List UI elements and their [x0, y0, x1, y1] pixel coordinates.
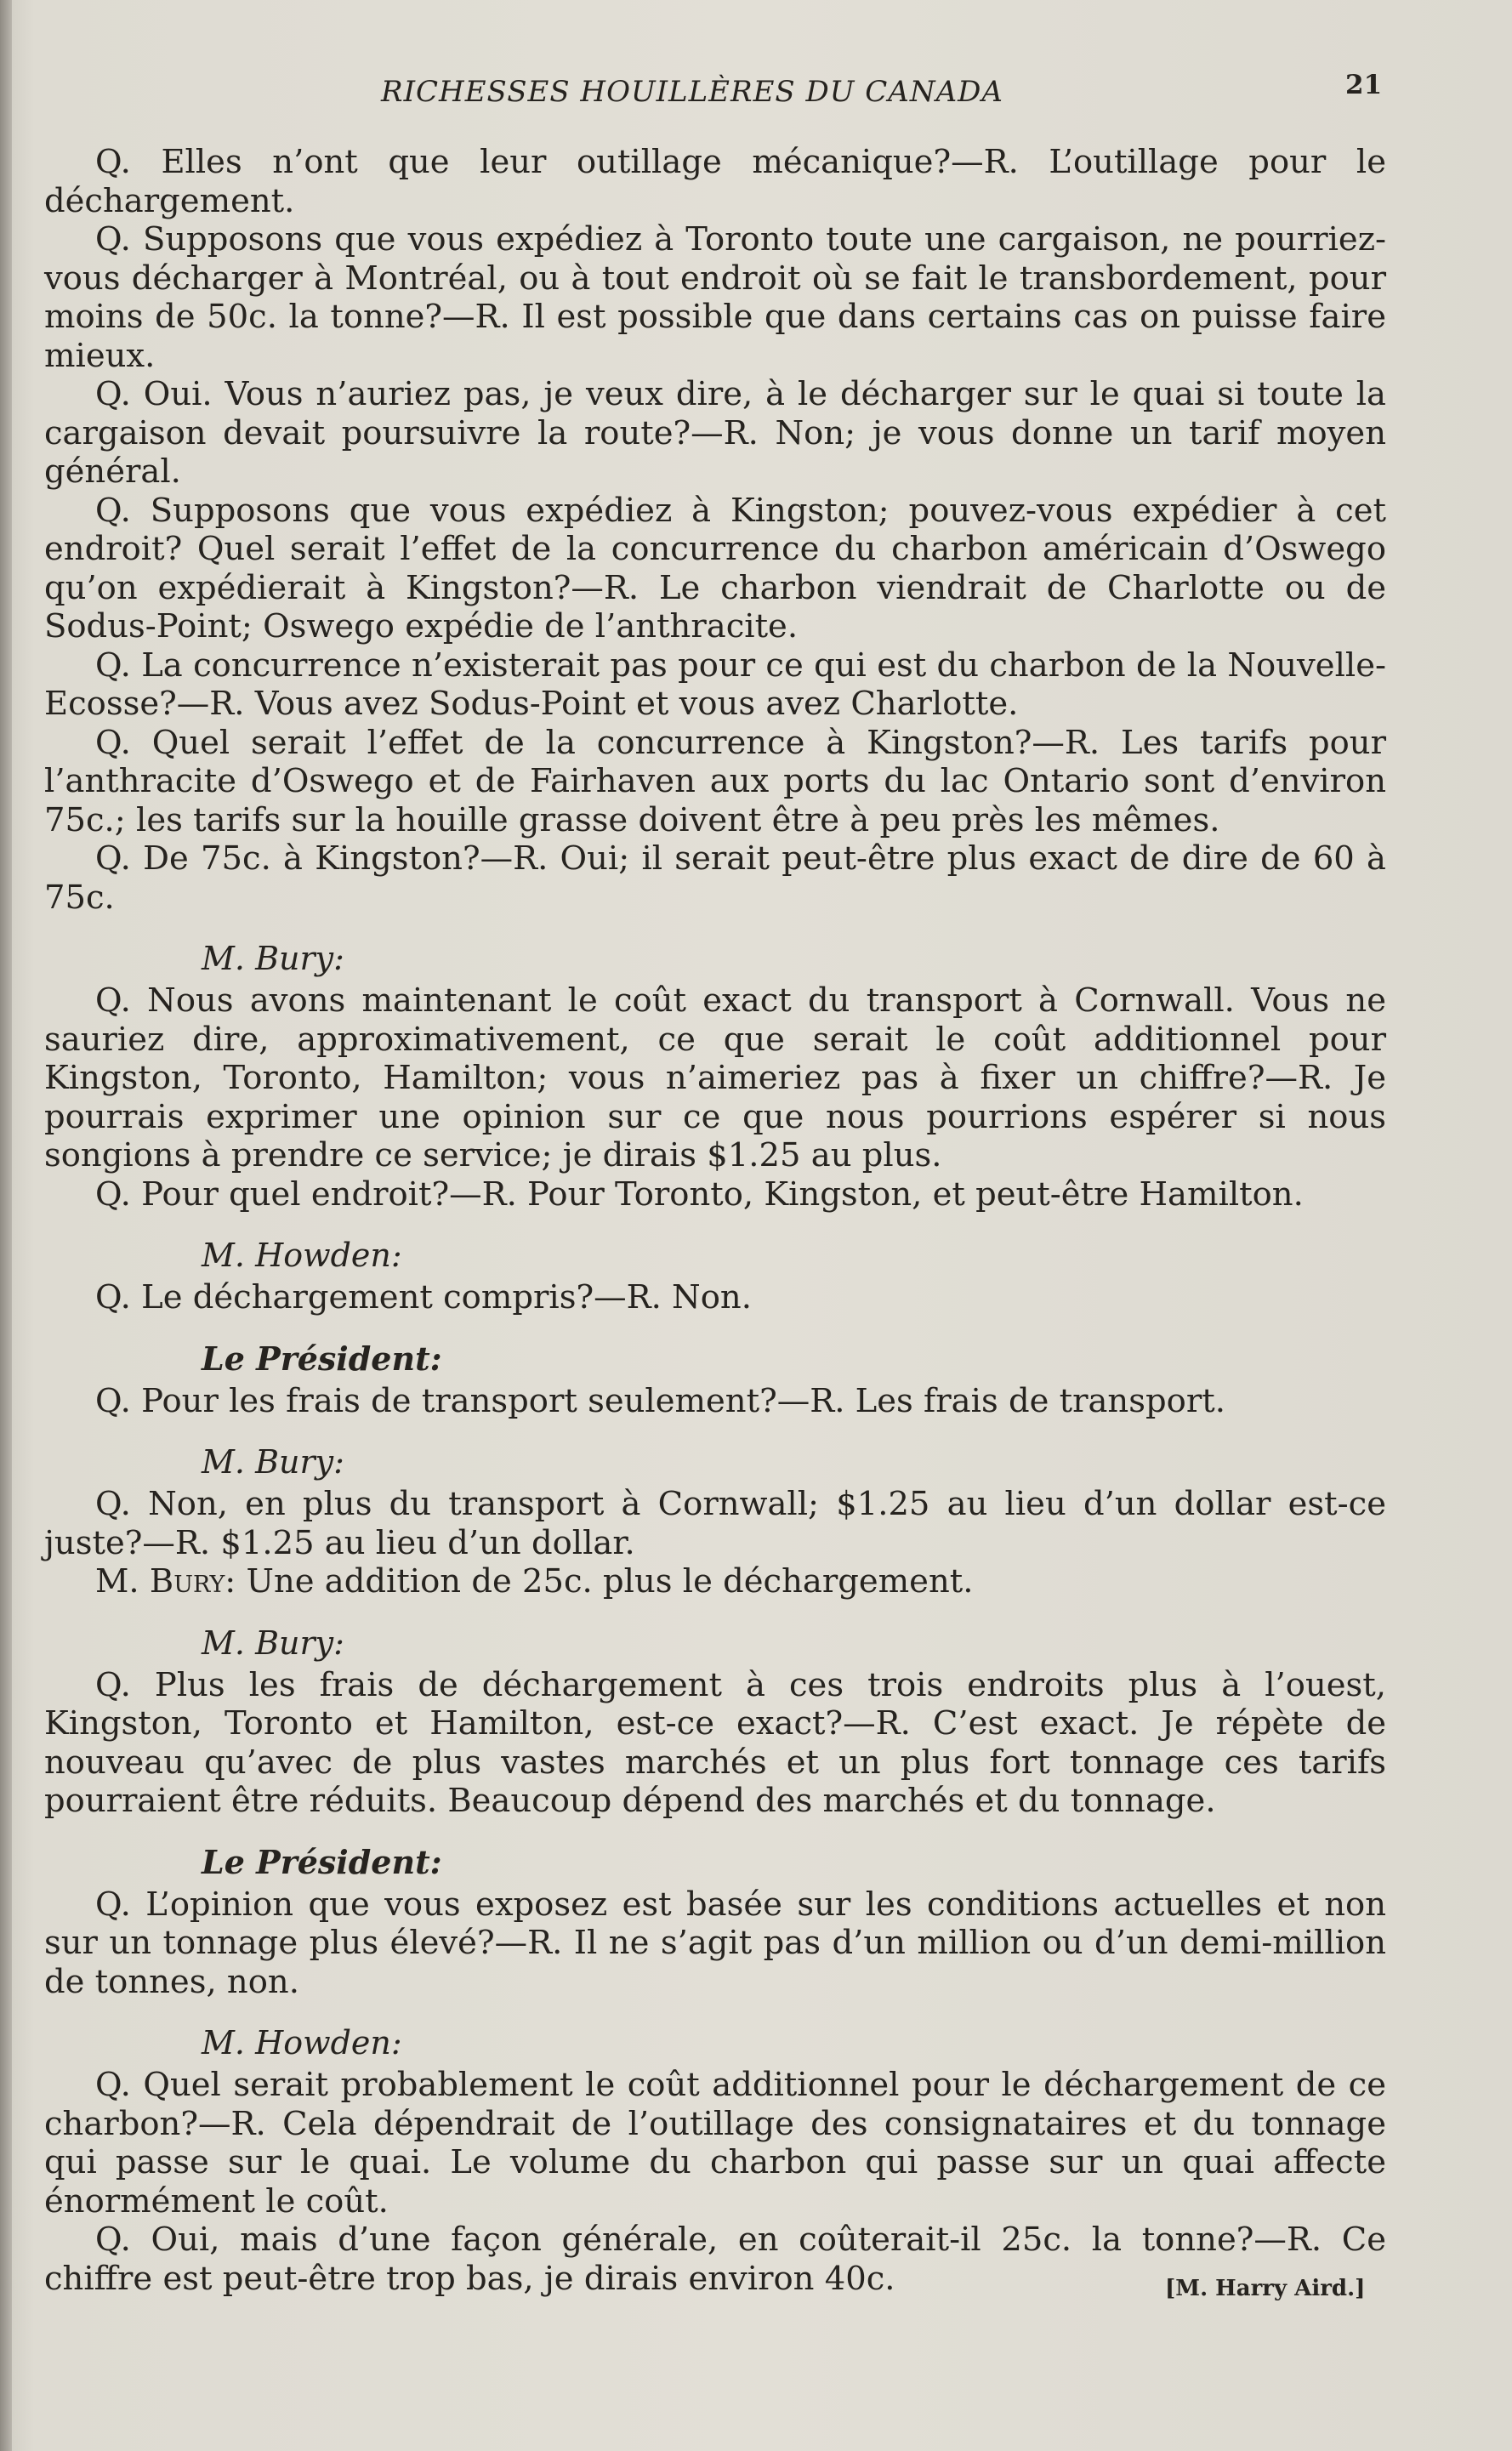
speaker-heading: M. Bury:: [202, 1624, 344, 1662]
page-header: [0, 70, 1512, 121]
paragraph: Q. Quel serait l’effet de la concurrence à Kingston?—R. Les tarifs pour l’anthracite d’Oswego et de Fairhaven aux ports du lac Ontario sont d’environ 75c.; les tarifs sur la houille grasse doivent être à peu près les mêmes.: [44, 723, 1386, 839]
paragraph-inline-speaker: [44, 1562, 1386, 1601]
paragraph: Q. La concurrence n’existerait pas pour ce qui est du charbon de la Nouvelle-Ecosse?—R. Vous avez Sodus-Point et vous avez Charlotte.: [44, 645, 1386, 723]
footer-witness-note: [M. Harry Aird.]: [1165, 2276, 1366, 2301]
inline-speaker-name: M. Bury:: [95, 1562, 236, 1601]
paragraph: Q. De 75c. à Kingston?—R. Oui; il serait peut-être plus exact de dire de 60 à 75c.: [44, 839, 1386, 917]
speaker-heading: Le Président:: [202, 1339, 442, 1378]
page-body: [44, 143, 1386, 2298]
paragraph: Q. Quel serait probablement le coût additionnel pour le déchargement de ce charbon?—R. Cela dépendrait de l’outillage des consignataires et du tonnage qui passe sur le quai. Le volume du charbon qui passe sur un quai affecte énormément le coût.: [44, 2066, 1386, 2221]
paragraph: Q. Supposons que vous expédiez à Kingston; pouvez-vous expédier à cet endroit? Quel serait l’effet de la concurrence du charbon américain d’Oswego qu’on expédierait à Kingston?—R. Le charbon viendrait de Charlotte ou de Sodus-Point; Oswego expédie de l’anthracite.: [44, 491, 1386, 645]
paragraph: Q. L’opinion que vous exposez est basée sur les conditions actuelles et non sur un tonnage plus élevé?—R. Il ne s’agit pas d’un million ou d’un demi-million de tonnes, non.: [44, 1885, 1386, 2001]
paragraph: Q. Oui, mais d’une façon générale, en coûterait-il 25c. la tonne?—R. Ce chiffre est peut-être trop bas, je dirais environ 40c.: [44, 2221, 1386, 2298]
paragraph: Q. Le déchargement compris?—R. Non.: [95, 1278, 752, 1316]
running-title: RICHESSES HOUILLÈRES DU CANADA: [381, 75, 1003, 109]
paragraph: Q. Oui. Vous n’auriez pas, je veux dire, à le décharger sur le quai si toute la cargaison devait poursuivre la route?—R. Non; je vous donne un tarif moyen général.: [44, 375, 1386, 491]
paragraph: Q. Nous avons maintenant le coût exact du transport à Cornwall. Vous ne sauriez dire, approximativement, ce que serait le coût additionnel pour Kingston, Toronto, Hamilton; vous n’aimeriez pas à fixer un chiffre?—R. Je pourrais exprimer une opinion sur ce que nous pourrions espérer si nous songions à prendre ce service; je dirais $1.25 au plus.: [44, 981, 1386, 1174]
page-binding-edge: [0, 0, 12, 2451]
speaker-heading: Le Président:: [202, 1842, 442, 1881]
paragraph: Q. Pour quel endroit?—R. Pour Toronto, Kingston, et peut-être Hamilton.: [95, 1174, 1304, 1214]
speaker-heading: M. Howden:: [202, 1237, 402, 1274]
speaker-heading: M. Bury:: [202, 1443, 344, 1481]
paragraph: Q. Elles n’ont que leur outillage mécanique?—R. L’outillage pour le déchargement.: [44, 143, 1386, 220]
paragraph: Q. Supposons que vous expédiez à Toronto toute une cargaison, ne pourriez-vous décharger à Montréal, ou à tout endroit où se fait le transbordement, pour moins de 50c. la tonne?—R. Il est possible que dans certains cas on puisse faire mieux.: [44, 220, 1386, 375]
paragraph: Q. Plus les frais de déchargement à ces trois endroits plus à l’ouest, Kingston, Toronto et Hamilton, est-ce exact?—R. C’est exact. Je répète de nouveau qu’avec de plus vastes marchés et un plus fort tonnage ces tarifs pourraient être réduits. Beaucoup dépend des marchés et du tonnage.: [44, 1665, 1386, 1820]
inline-speaker-text: Une addition de 25c. plus le déchargement.: [246, 1562, 974, 1601]
paragraph: Q. Non, en plus du transport à Cornwall; $1.25 au lieu d’un dollar est-ce juste?—R. $1.25 au lieu d’un dollar.: [44, 1485, 1386, 1562]
speaker-heading: M. Howden:: [202, 2024, 402, 2061]
paragraph: Q. Pour les frais de transport seulement?—R. Les frais de transport.: [95, 1381, 1225, 1420]
page-number: 21: [1345, 70, 1383, 100]
speaker-heading: M. Bury:: [202, 940, 344, 977]
